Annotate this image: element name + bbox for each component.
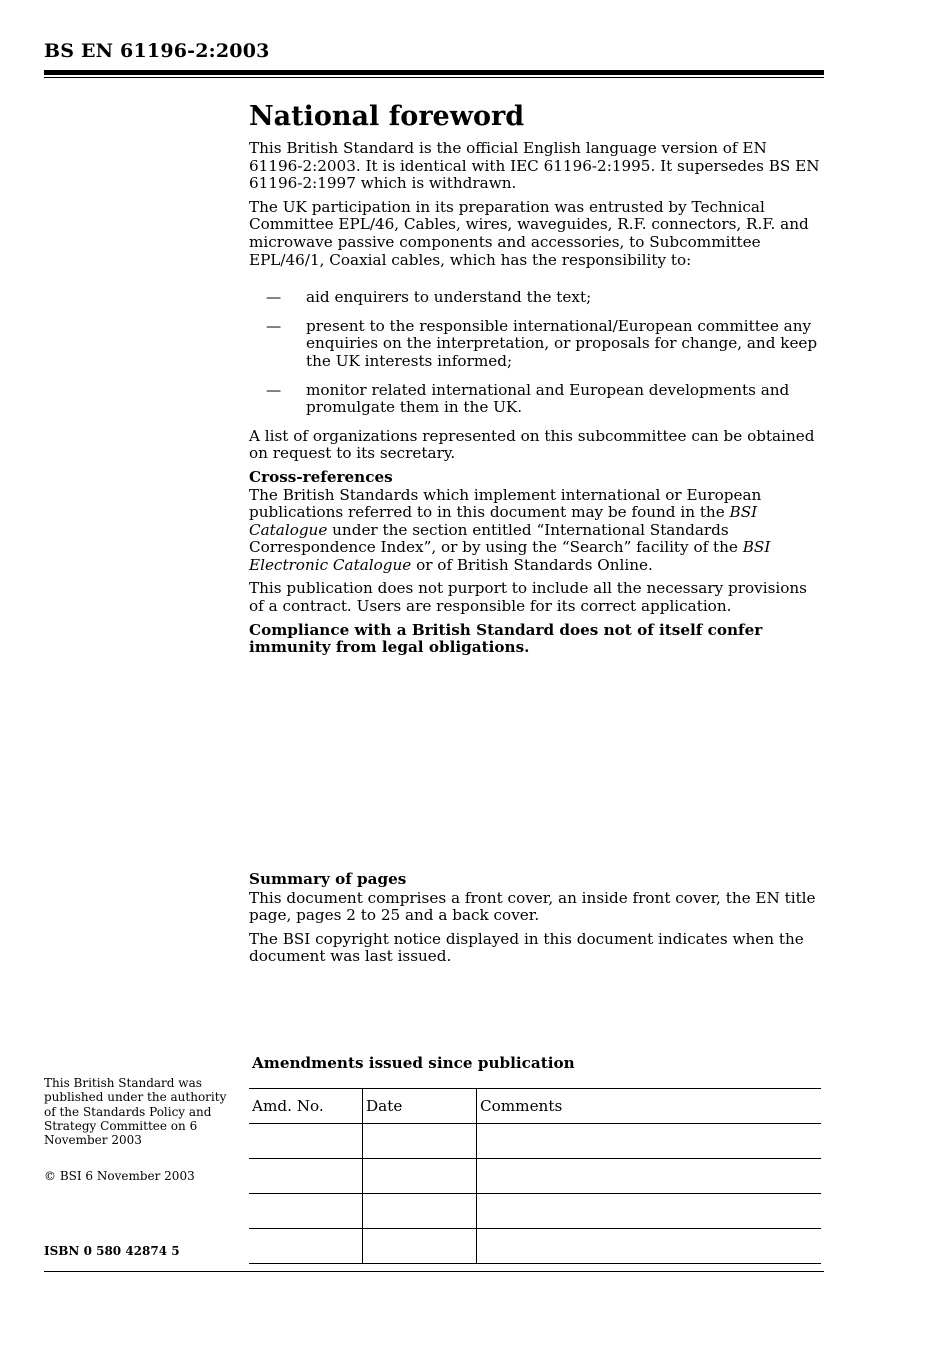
- publication-sidebar: [44, 1076, 234, 1206]
- dash-bullet: —: [266, 316, 282, 335]
- list-item: [249, 382, 824, 417]
- table-cell: [249, 1229, 363, 1264]
- table-cell: [477, 1124, 822, 1159]
- provisions-paragraph: This publication does not purport to include all the necessary provisions of a contract. Users are responsible for its correct application.: [249, 579, 807, 616]
- table-cell: [363, 1229, 477, 1264]
- participation-paragraph: The UK participation in its preparation was entrusted by Technical Committee EPL/46, Cables, wires, waveguides, R.F. connectors, R.F. and microwave passive components and accessories, to Subcommittee EPL/46/1, Coaxial cables, which has the responsibility to:: [249, 197, 809, 269]
- cross-references-paragraph: [249, 487, 824, 575]
- summary-heading: Summary of pages: [249, 870, 407, 888]
- dash-bullet: —: [266, 288, 282, 307]
- table-cell: [363, 1159, 477, 1194]
- column-header-amd-no: Amd. No.: [249, 1089, 363, 1124]
- isbn-number: ISBN 0 580 42874 5: [44, 1244, 180, 1258]
- table-row: [249, 1194, 821, 1229]
- list-item-text: aid enquirers to understand the text;: [306, 288, 592, 307]
- authority-note: This British Standard was published under the authority of the Standards Policy and Strategy Committee on 6 November 2003: [44, 1076, 227, 1148]
- list-item: [249, 318, 824, 371]
- page-title: National foreword: [249, 101, 525, 132]
- organizations-paragraph: A list of organizations represented on this subcommittee can be obtained on request to its secretary.: [249, 426, 815, 463]
- summary-paragraph: This document comprises a front cover, an inside front cover, the EN title page, pages 2 to 25 and a back cover.: [249, 888, 816, 925]
- bsi-catalogue-title: BSI Catalogue: [249, 503, 758, 539]
- column-header-date: Date: [363, 1089, 477, 1124]
- cross-references-heading: Cross-references: [249, 467, 393, 486]
- header-rule-thick: [44, 70, 824, 75]
- table-row: [249, 1124, 821, 1159]
- dash-bullet: —: [266, 380, 282, 399]
- table-cell: [363, 1194, 477, 1229]
- amendments-title: Amendments issued since publication: [252, 1054, 575, 1072]
- table-cell: [249, 1159, 363, 1194]
- table-cell: [477, 1194, 822, 1229]
- column-header-comments: Comments: [477, 1089, 822, 1124]
- list-item-text: present to the responsible international/European committee any enquiries on the interpretation, or proposals for change, and keep the UK interests informed;: [306, 316, 818, 370]
- intro-paragraph: This British Standard is the official English language version of EN 61196-2:2003. It is identical with IEC 61196-2:1995. It supersedes BS EN 61196-2:1997 which is withdrawn.: [249, 139, 820, 193]
- table-row: [249, 1159, 821, 1194]
- compliance-statement: Compliance with a British Standard does not of itself confer immunity from legal obligations.: [249, 620, 763, 657]
- header-rule-thin: [44, 77, 824, 78]
- table-cell: [477, 1159, 822, 1194]
- bsi-electronic-catalogue-title: BSI Electronic Catalogue: [249, 538, 771, 574]
- crossref-text: or of British Standards Online.: [411, 555, 653, 574]
- table-cell: [477, 1229, 822, 1264]
- copyright-notice-paragraph: The BSI copyright notice displayed in this document indicates when the document was last issued.: [249, 929, 804, 966]
- table-cell: [363, 1124, 477, 1159]
- list-item-text: monitor related international and European developments and promulgate them in the UK.: [306, 380, 790, 417]
- crossref-text: The British Standards which implement international or European publications referred to in this document may be found in the: [249, 485, 762, 522]
- list-item: [249, 289, 824, 307]
- table-cell: [249, 1194, 363, 1229]
- table-header-row: [249, 1089, 821, 1124]
- copyright-line: © BSI 6 November 2003: [44, 1169, 195, 1184]
- crossref-text: under the section entitled “International Standards Correspondence Index”, or by using the “Search” facility of the: [249, 520, 743, 557]
- table-cell: [249, 1124, 363, 1159]
- responsibility-list: [249, 289, 824, 417]
- document-number: BS EN 61196-2:2003: [44, 40, 270, 62]
- national-foreword-section: [249, 100, 824, 663]
- table-row: [249, 1229, 821, 1264]
- amendments-table: [249, 1088, 821, 1264]
- summary-of-pages-section: [249, 871, 824, 972]
- footer-rule: [44, 1271, 824, 1272]
